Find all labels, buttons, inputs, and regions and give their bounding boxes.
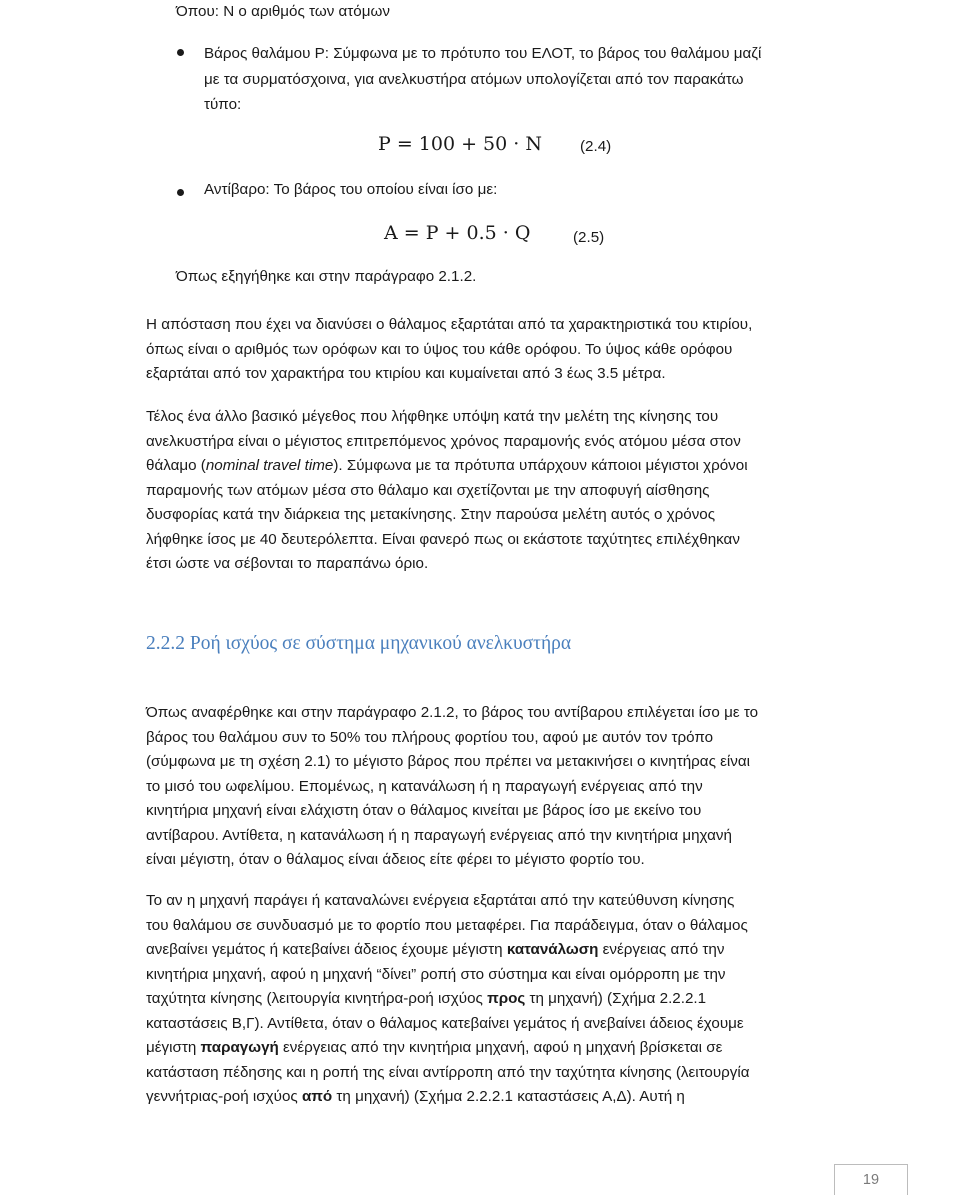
bullet-weight-label: Βάρος θαλάμου P — [204, 45, 325, 62]
bullet-weight-text: Βάρος θαλάμου P: Σύμφωνα με το πρότυπο του ΕΛΟΤ, το βάρος του θαλάμου μαζί με τα συρματόσχοινα, για ανελκυστήρα ατόμων υπολογίζεται από τον παρακάτω τύπο: — [204, 45, 762, 113]
bullet-dot — [177, 49, 184, 56]
equation-2-5-number: (2.5) — [573, 229, 605, 246]
page-number-box — [834, 1164, 908, 1195]
equation-2-4: P = 100 + 50 · N — [378, 133, 542, 155]
note-line: Όπως εξηγήθηκε και στην παράγραφο 2.1.2. — [176, 268, 477, 285]
bullet-counterweight-text: Αντίβαρο: Το βάρος του οποίου είναι ίσο με: — [204, 181, 498, 198]
nominal-travel-time-term: nominal travel time — [205, 457, 334, 474]
equation-2-5: A = P + 0.5 · Q — [384, 222, 531, 244]
top-line: Όπου: Ν ο αριθμός των ατόμων — [176, 3, 390, 20]
paragraph-distance: Η απόσταση που έχει να διανύσει ο θάλαμος εξαρτάται από τα χαρακτηριστικά του κτιρίου, όπως είναι ο αριθμός των ορόφων και το ύψος του κάθε ορόφου. Το ύψος κάθε ορόφου εξαρτάται από τον χαρακτήρα του κτιρίου και κυμαίνεται από 3 έως 3.5 μέτρα. — [146, 316, 753, 382]
equation-2-4-number: (2.4) — [580, 138, 612, 155]
bullet-dot — [177, 189, 184, 196]
page-number: 19 — [862, 1172, 880, 1188]
paragraph-travel-time: Τέλος ένα άλλο βασικό μέγεθος που λήφθηκε υπόψη κατά την μελέτη της κίνησης του ανελκυστήρα είναι ο μέγιστος επιτρεπόμενος χρόνος παραμονής ενός ατόμου μέσα στον θάλαμο (nominal travel time). Σύμφωνα με τα πρότυπα υπάρχουν κάποιοι μέγιστοι χρόνοι παραμονής των ατόμων μέσα στο θάλαμο και σχετίζονται με την αποφυγή αίσθησης δυσφορίας κατά την διάρκεια της μετακίνησης. Στην παρούσα μελέτη αυτός ο χρόνος λήφθηκε ίσος με 40 δευτερόλεπτα. Είναι φανερό πως οι εκάστοτε ταχύτητες επιλέχθηκαν έτσι ώστε να σέβονται το παραπάνω όριο. — [146, 408, 748, 572]
paragraph-power-flow: Το αν η μηχανή παράγει ή καταναλώνει ενέργεια εξαρτάται από την κατεύθυνση κίνησης του θαλάμου σε συνδυασμό με το φορτίο που μεταφέρει. Για παράδειγμα, όταν ο θάλαμος ανεβαίνει γεμάτος ή κατεβαίνει άδειος έχουμε μέγιστη κατανάλωση ενέργειας από την κινητήρια μηχανή, αφού η μηχανή “δίνει” ροπή στο σύστημα και είναι ομόρροπη με την ταχύτητα κίνησης (λειτουργία κινητήρα-ροή ισχύος προς τη μηχανή) (Σχήμα 2.2.2.1 καταστάσεις Β,Γ). Αντίθετα, όταν ο θάλαμος κατεβαίνει γεμάτος ή ανεβαίνει άδειος έχουμε μέγιστη παραγωγή ενέργειας από την κινητήρια μηχανή, αφού η μηχανή βρίσκεται σε κατάσταση πέδησης και η ροπή της είναι αντίρροπη από την ταχύτητα κίνησης (λειτουργία γεννήτριας-ροή ισχύος από τη μηχανή) (Σχήμα 2.2.2.1 καταστάσεις Α,Δ). Αυτή η — [146, 892, 750, 1105]
section-heading: 2.2.2 Ροή ισχύος σε σύστημα μηχανικού ανελκυστήρα — [146, 633, 572, 654]
paragraph-counterweight: Όπως αναφέρθηκε και στην παράγραφο 2.1.2, το βάρος του αντίβαρου επιλέγεται ίσο με το βάρος του θαλάμου συν το 50% του πλήρους φορτίου του, αφού με αυτόν τον τρόπο (σύμφωνα με τη σχέση 2.1) το μέγιστο βάρος που πρέπει να μετακινήσει ο κινητήρας είναι το μισό του ωφελίμου. Επομένως, η κατανάλωση ή η παραγωγή ενέργειας από την κινητήρια μηχανή είναι ελάχιστη όταν ο θάλαμος κινείται με βάρος ίσο με εκείνο του αντίβαρου. Αντίθετα, η κατανάλωση ή η παραγωγή ενέργειας από την κινητήρια μηχανή είναι μέγιστη, όταν ο θάλαμος είναι άδειος είτε φέρει το μέγιστο φορτίο του. — [146, 704, 759, 868]
